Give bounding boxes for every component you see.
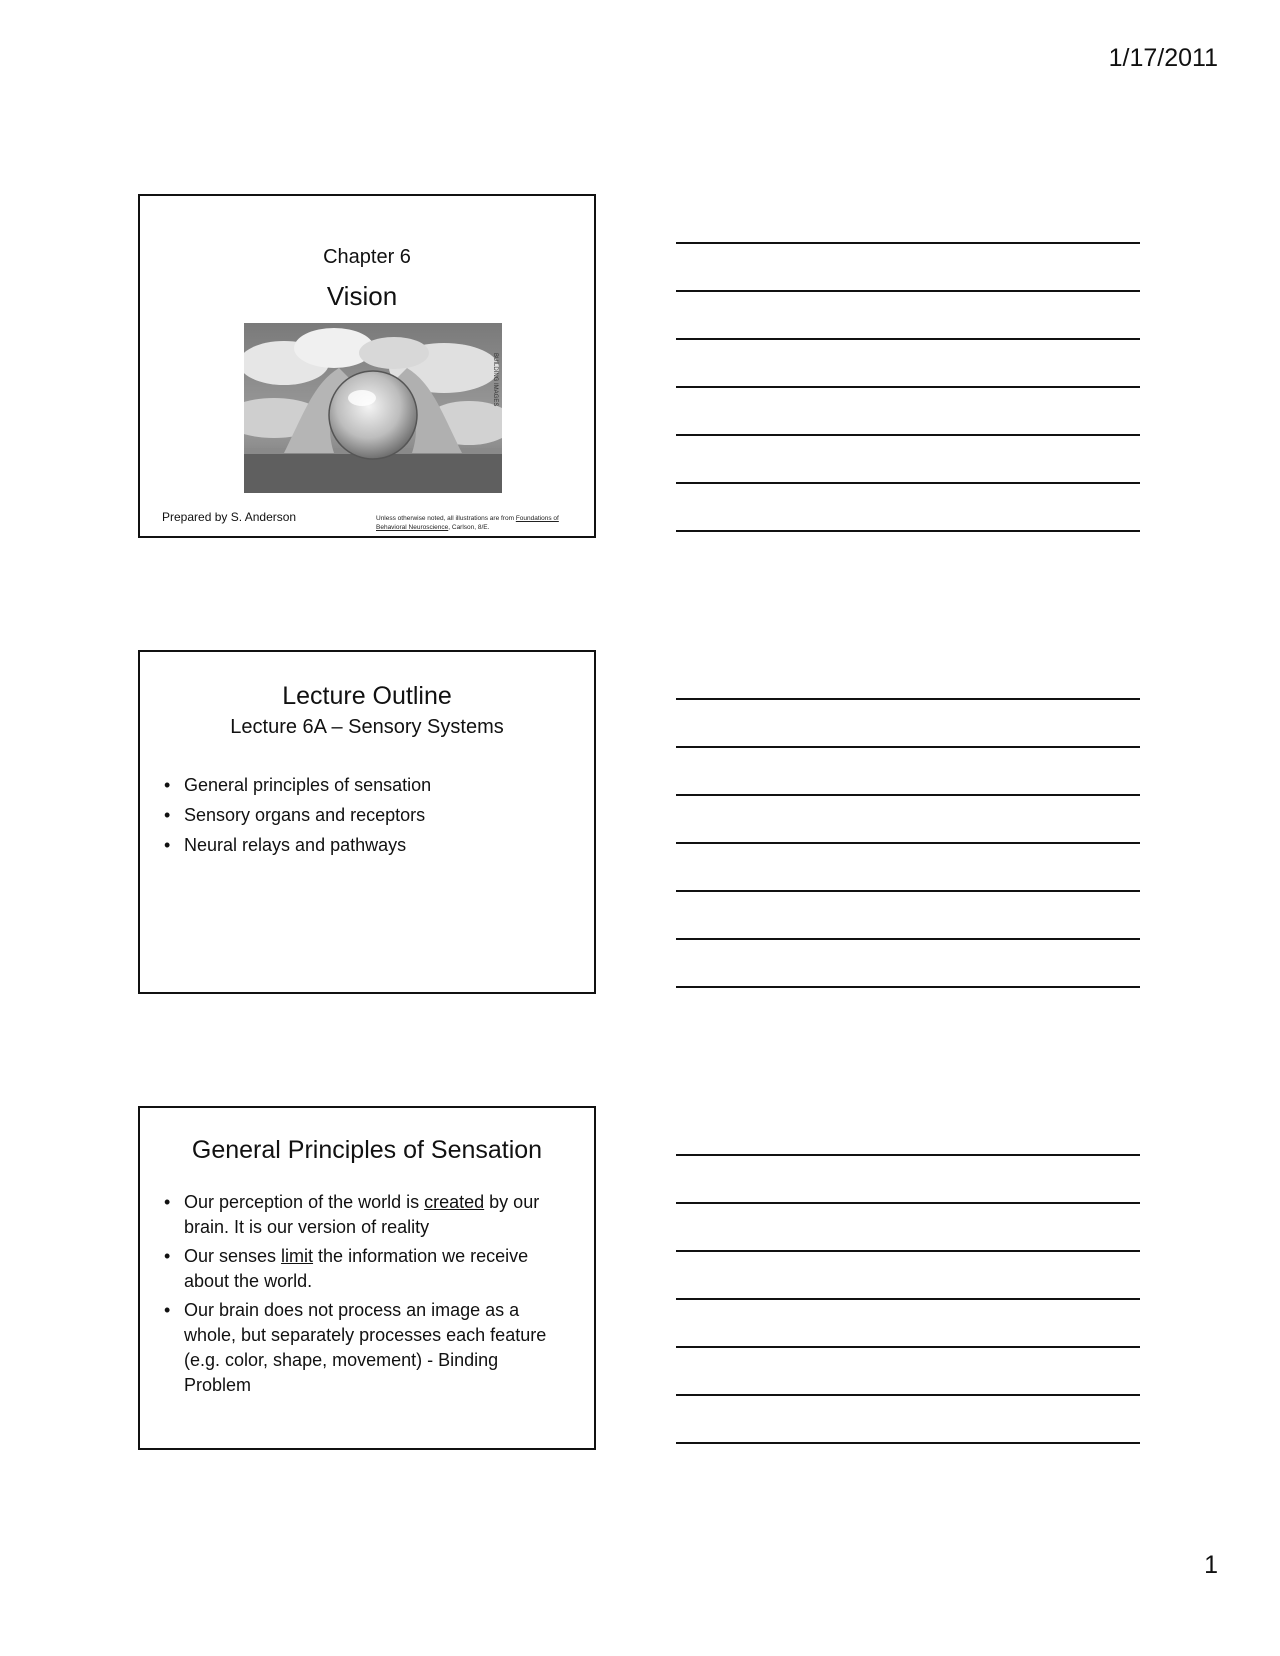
slide-subtitle: Lecture 6A – Sensory Systems: [230, 716, 504, 738]
illustration-credit: [376, 514, 580, 532]
note-line: [676, 890, 1140, 892]
note-line: [676, 746, 1140, 748]
note-line: [676, 698, 1140, 700]
note-line: [676, 338, 1140, 340]
slide-3: [138, 1106, 596, 1450]
list-item: • Our perception of the world is created by our brain. It is our version of reality: [164, 1192, 540, 1237]
principles-list: [162, 1190, 568, 1402]
bullet-icon: •: [164, 805, 171, 825]
slide-title: Lecture Outline: [282, 682, 452, 710]
note-line: [676, 1394, 1140, 1396]
slide-title: Vision: [326, 281, 398, 311]
list-item: • Our brain does not process an image as a whole, but separately processes each feature (e.g. color, shape, movement) - Binding Problem: [164, 1300, 547, 1395]
note-line: [676, 938, 1140, 940]
credit-prefix: Unless otherwise noted, all illustrations are from: [376, 515, 516, 522]
slide-title: General Principles of Sensation: [191, 1136, 543, 1164]
note-line: [676, 1442, 1140, 1444]
list-item: • General principles of sensation: [162, 770, 431, 800]
note-line: [676, 242, 1140, 244]
note-line: [676, 1202, 1140, 1204]
note-line: [676, 482, 1140, 484]
crystal-ball-photo: [244, 323, 502, 493]
note-line: [676, 434, 1140, 436]
prepared-by: Prepared by S. Anderson: [162, 510, 297, 524]
list-item: • Our senses limit the information we receive about the world.: [164, 1246, 529, 1291]
bullet-icon: •: [164, 1300, 171, 1320]
note-line: [676, 1298, 1140, 1300]
outline-list: [162, 770, 431, 860]
note-line: [676, 386, 1140, 388]
bullet-icon: •: [164, 1246, 171, 1266]
note-line: [676, 842, 1140, 844]
notes-area-1: [676, 242, 1140, 542]
list-item: • Neural relays and pathways: [162, 830, 431, 860]
list-item: • Sensory organs and receptors: [162, 800, 431, 830]
bullet-icon: •: [164, 1192, 171, 1212]
page-number: 1: [1204, 1551, 1218, 1579]
bullet-icon: •: [164, 775, 171, 795]
note-line: [676, 530, 1140, 532]
slide-2: [138, 650, 596, 994]
note-line: [676, 1250, 1140, 1252]
slide-1: [138, 194, 596, 538]
bullet-icon: •: [164, 835, 171, 855]
chapter-label: Chapter 6: [323, 246, 411, 268]
note-line: [676, 1154, 1140, 1156]
image-side-text: BUILDING IMAGES: [492, 353, 498, 407]
notes-area-2: [676, 698, 1140, 998]
note-line: [676, 986, 1140, 988]
note-line: [676, 1346, 1140, 1348]
notes-area-3: [676, 1154, 1140, 1454]
date: 1/17/2011: [1108, 44, 1218, 72]
note-line: [676, 794, 1140, 796]
note-line: [676, 290, 1140, 292]
credit-suffix: , Carlson, 8/E.: [448, 524, 490, 531]
credit-book: Foundations of Behavioral Neuroscience: [376, 515, 559, 531]
